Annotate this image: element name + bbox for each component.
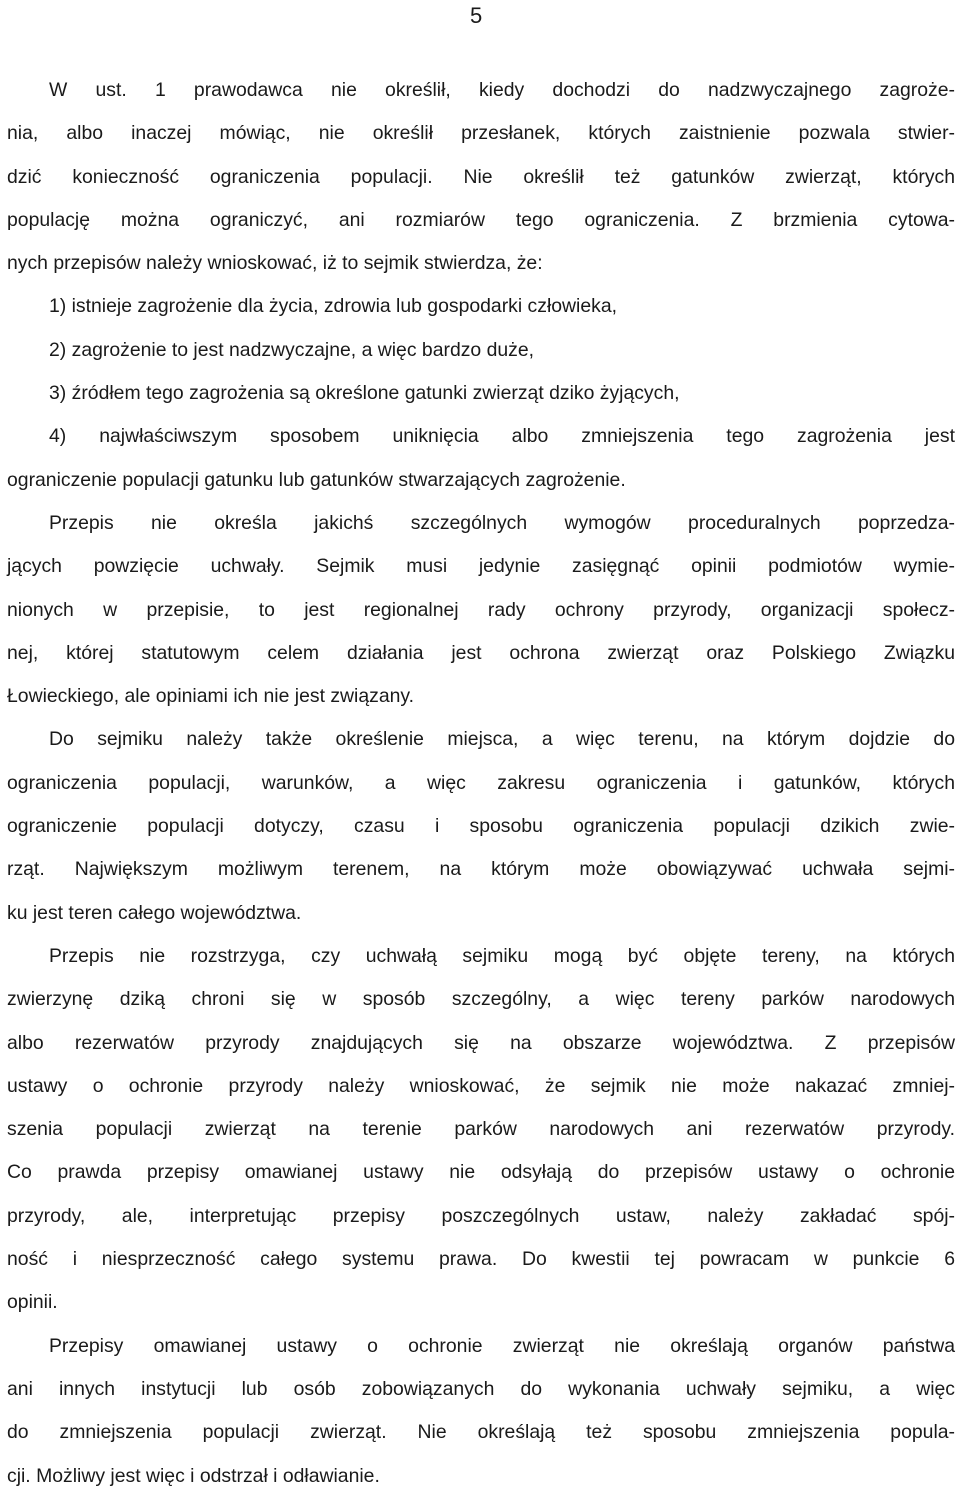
text-line: cji. Możliwy jest więc i odstrzał i odławianie. xyxy=(7,1464,380,1487)
text-line: populację można ograniczyć, ani rozmiarów tego ograniczenia. Z brzmienia cytowa- xyxy=(7,208,955,231)
text-line: Przepis nie rozstrzyga, czy uchwałą sejmiku mogą być objęte tereny, na których xyxy=(49,944,955,967)
text-line: nej, której statutowym celem działania jest ochrona zwierząt oraz Polskiego Związku xyxy=(7,641,955,664)
document-body xyxy=(7,75,955,1504)
text-line: nych przepisów należy wnioskować, iż to sejmik stwierdza, że: xyxy=(7,252,543,275)
page-number: 5 xyxy=(470,3,483,28)
text-line: Do sejmiku należy także określenie miejsca, a więc terenu, na którym dojdzie do xyxy=(49,728,955,751)
text-line: ku jest teren całego województwa. xyxy=(7,901,302,924)
text-line: ani innych instytucji lub osób zobowiązanych do wykonania uchwały sejmiku, a więc xyxy=(7,1377,955,1400)
text-line: do zmniejszenia populacji zwierząt. Nie określają też sposobu zmniejszenia popula- xyxy=(7,1421,955,1444)
text-line: Łowieckiego, ale opiniami ich nie jest związany. xyxy=(7,685,415,708)
text-line: opinii. xyxy=(7,1291,58,1314)
text-line: Przepis nie określa jakichś szczególnych wymogów proceduralnych poprzedza- xyxy=(49,511,955,534)
text-line: 2) zagrożenie to jest nadzwyczajne, a więc bardzo duże, xyxy=(49,338,535,361)
text-line: 4) najwłaściwszym sposobem uniknięcia albo zmniejszenia tego zagrożenia jest xyxy=(49,425,955,448)
text-line: szenia populacji zwierząt na terenie parków narodowych ani rezerwatów przyrody. xyxy=(7,1118,955,1141)
text-line: zwierzynę dziką chroni się w sposób szczególny, a więc tereny parków narodowych xyxy=(7,988,955,1011)
text-line: ustawy o ochronie przyrody należy wnioskować, że sejmik nie może nakazać zmniej- xyxy=(7,1074,955,1097)
text-line: ograniczenie populacji dotyczy, czasu i sposobu ograniczenia populacji dzikich zwie- xyxy=(7,815,955,838)
text-line: W ust. 1 prawodawca nie określił, kiedy dochodzi do nadzwyczajnego zagroże- xyxy=(49,79,955,101)
text-line: 3) źródłem tego zagrożenia są określone gatunki zwierząt dziko żyjących, xyxy=(49,382,680,405)
text-line: Co prawda przepisy omawianej ustawy nie odsyłają do przepisów ustawy o ochronie xyxy=(7,1161,955,1184)
text-line: przyrody, ale, interpretując przepisy poszczególnych ustaw, należy zakładać spój- xyxy=(7,1204,955,1227)
text-line: Przepisy omawianej ustawy o ochronie zwierząt nie określają organów państwa xyxy=(49,1334,955,1357)
text-line: albo rezerwatów przyrody znajdujących się na obszarze województwa. Z przepisów xyxy=(7,1031,955,1054)
text-line: ograniczenia populacji, warunków, a więc zakresu ograniczenia i gatunków, których xyxy=(7,771,955,794)
text-line: ność i niesprzeczność całego systemu prawa. Do kwestii tej powracam w punkcie 6 xyxy=(7,1248,955,1271)
text-line: nia, albo inaczej mówiąc, nie określił przesłanek, których zaistnienie pozwala stwier- xyxy=(7,122,955,145)
text-line: dzić konieczność ograniczenia populacji. Nie określił też gatunków zwierząt, których xyxy=(7,165,955,188)
text-line: 1) istnieje zagrożenie dla życia, zdrowia lub gospodarki człowieka, xyxy=(49,295,617,318)
text-line: jących powzięcie uchwały. Sejmik musi jedynie zasięgnąć opinii podmiotów wymie- xyxy=(7,555,955,578)
text-line: ograniczenie populacji gatunku lub gatunków stwarzających zagrożenie. xyxy=(7,468,626,491)
text-line: nionych w przepisie, to jest regionalnej rady ochrony przyrody, organizacji społecz- xyxy=(7,598,955,621)
text-line: rząt. Największym możliwym terenem, na którym może obowiązywać uchwała sejmi- xyxy=(7,858,955,881)
